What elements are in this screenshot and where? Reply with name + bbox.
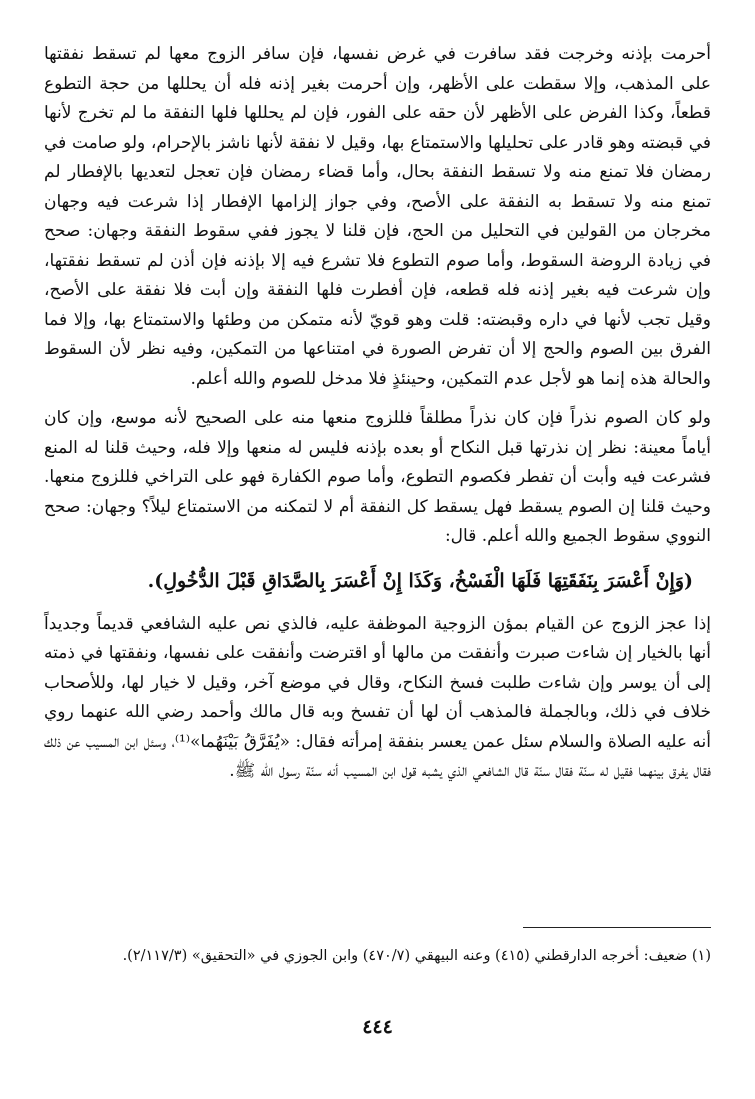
body-paragraph-2: ولو كان الصوم نذراً فإن كان نذراً مطلقاً فللزوج منعها منه على الصحيح لأنه موسع، وإن كان أياماً معينة: نظر إن نذرتها قبل النكاح أو بعده بإذنه فليس له منعها وإلا فله، وحيث قلنا له المنع فشرعت فيه وأبت أن تفطر فكصوم التطوع، وأما صوم الكفارة فهو على التراخي فللزوج منعها. وحيث قلنا إن الصوم يسقط فهل يسقط كل النفقة أم لا لتمكنه من الاستمتاع ليلاً؟ وجهان: صحح النووي سقوط الجميع والله أعلم. قال: bbox=[44, 408, 711, 546]
body-paragraph-1: أحرمت بإذنه وخرجت فقد سافرت في غرض نفسها، فإن سافر الزوج معها لم تسقط نفقتها على المذهب، وإلا سقطت على الأظهر، وإن أحرمت بغير إذنه فله أن يحللها من حجة التطوع قطعاً، وكذا الفرض على الأظهر لأن حقه على الفور، فإن لم يحللها فلها النفقة ما لم تخرج لأنها في قبضته وهو قادر على تحليلها والاستمتاع بها، وقيل لا نفقة لأنها ناشز بالإحرام، ولو صامت في رمضان فلا تمنع منه ولا تسقط النفقة بحال، وأما قضاء رمضان فإن تعجل لتعديها بالإفطار لم تمنع منه ولا تسقط به النفقة على الأصح، وفي جواز إلزامها الإفطار إذا شرعت فيه وجهان مخرجان من القولين في التحليل من الحج، فإن قلنا لا يجوز ففي سقوط النفقة وجهان: صحح في زيادة الروضة السقوط، وأما صوم التطوع فلا تشرع فيه إلا بإذنه فإن أذن لم تسقط نفقتها، وإن شرعت فيه بغير إذنه فله قطعه، فإن أفطرت فلها النفقة وإن أبت فلا نفقة على الأصح، وقيل تجب لأنها في داره وقبضته: قلت وهو قويّ لأنه متمكن من وطئها والاستمتاع بها، وإلا فما الفرق بين الصوم والحج إلا أن تفرض الصورة في امتناعها من التمكين، وفيه نظر لأن السقوط والحالة هذه إنما هو لأجل عدم التمكين، وحينئذٍ فلا مدخل للصوم والله أعلم. bbox=[44, 44, 711, 389]
footnote: (١) ضعيف: أخرجه الدارقطني (٤١٥) وعنه البيهقي (٤٧٠/٧) وابن الجوزي في «التحقيق» (٢/١١٧/٣). bbox=[122, 948, 711, 964]
page-number: ٤٤٤ bbox=[362, 1016, 393, 1038]
commentary-paragraph: إذا عجز الزوج عن القيام بمؤن الزوجية الموظفة عليه، فالذي نص عليه الشافعي قديماً وجديداً أنها بالخيار إن شاءت صبرت وأنفقت من مالها أو اقترضت وأنفقت على نفسها، ونفقتها في ذمته إلى أن يوسر وإن شاءت طلبت فسخ النكاح، وقال في موضع آخر، وقيل لا خيار لها، وللأصحاب خلاف في ذلك، وبالجملة فالمذهب أن لها أن تفسخ وبه قال مالك وأحمد رضي الله عنهما روي أنه عليه الصلاة والسلام سئل عمن يعسر بنفقة إمرأته فقال: «يُفَرَّقُ بَيْنَهُما»⁽¹⁾، وسئل ابن المسيب عن ذلك فقال يفرق بينهما فقيل له سنّة فقال سنّة قال الشافعي الذي يشبه قول ابن المسيب أنه سنّة رسول الله ﷺ. bbox=[44, 613, 711, 781]
matn-verse: (وَإِنْ أَعْسَرَ بِنَفَقَتِهَا فَلَهَا الْفَسْخُ، وَكَذَا إِنْ أَعْسَرَ بِالصَّدَاقِ قَبْلَ الدُّخُولِ). bbox=[147, 569, 693, 592]
footnote-divider bbox=[523, 927, 711, 928]
